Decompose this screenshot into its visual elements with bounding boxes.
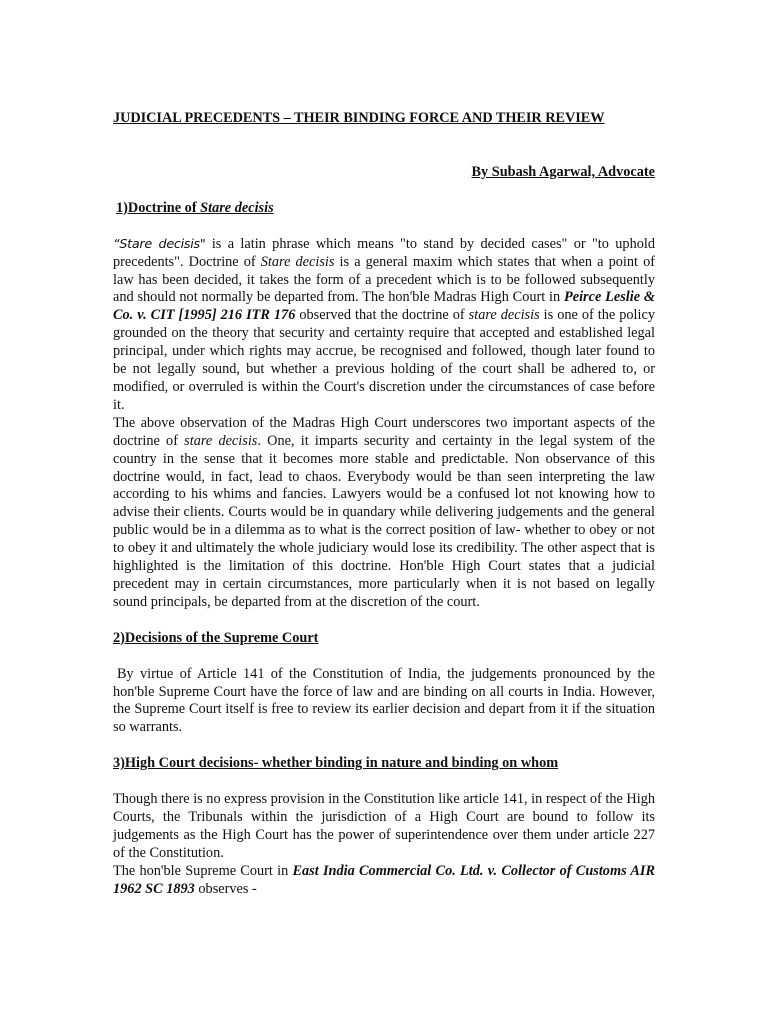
paragraph-article-141: By virtue of Article 141 of the Constitution of India, the judgements pronounced by the hon'ble Supreme Court have the force of law and are binding on all courts in India. However, the Supreme Court itself is free to review its earlier decision and depart from it if the situation so warrants. [113,665,655,736]
italic-term: Stare decisis [260,253,335,270]
text-run: is one of the policy grounded on the theory that security and certainty require that accepted and established legal principal, under which rights may accrue, be recognised and followed, though later found to be not legally sound, but whether a previous holding of the court shall be adhered to, or modified, or overruled is within the Court's discretion under the circumstances of case before it. [113,307,655,413]
text-run: is a latin phrase which means "to stand by decided cases" or "to uphold precedents". Doctrine of [113,235,655,270]
document-title: JUDICIAL PRECEDENTS – THEIR BINDING FORCE AND THEIR REVIEW [113,110,605,126]
heading-prefix: 1)Doctrine of [116,199,201,216]
paragraph-madras-observation [113,415,655,612]
case-citation: Peirce Leslie & Co. v. CIT [1995] 216 ITR 176 [113,289,655,324]
document-page [113,110,655,899]
text-run: . One, it imparts security and certainty in the legal system of the country in the sense that it becomes more stable and predictable. Non observance of this doctrine would, in fact, lead to chaos. Everybody would be than seen interpreting the law according to his whims and fancies. Lawyers would be a confused lot not knowing how to advise their clients. Courts would be in quandary while delivering judgements and the general public would be in a dilemma as to what is the correct position of law- whether to obey or not to obey it and ultimately the whole judiciary would lose its credibility. The other aspect that is highlighted is the limitation of this doctrine. Hon'ble High Court states that a judicial precedent may in certain circumstances, more particularly when it is not based on legally sound principals, be departed from at the discretion of the court. [113,432,655,610]
case-citation: East India Commercial Co. Ltd. v. Collector of Customs AIR 1962 SC 1893 [113,862,656,897]
paragraph-east-india-case [113,863,655,899]
paragraph-stare-decisis-definition [113,236,655,415]
section-heading-supreme-court: 2)Decisions of the Supreme Court [113,629,319,646]
heading-italic-term: Stare decisis [200,199,274,216]
italic-term: stare decisis [468,307,540,324]
section-heading-high-court: 3)High Court decisions- whether binding in nature and binding on whom [113,755,559,772]
text-run: The hon'ble Supreme Court in [113,862,293,879]
italic-term: stare decisis [184,432,258,449]
paragraph-high-court-binding: Though there is no express provision in the Constitution like article 141, in respect of the High Courts, the Tribunals within the jurisdiction of a High Court are bound to follow its judgements as the High Court has the power of superintendence over them under article 227 of the Constitution. [113,791,655,861]
text-run: observes - [194,880,257,897]
text-run: observed that the doctrine of [295,307,469,324]
quoted-term: “Stare decisis" [113,236,206,252]
section-heading-stare-decisis [113,200,655,218]
author-byline: By Subash Agarwal, Advocate [471,163,655,180]
text-run: is a general maxim which states that when a point of law has been decided, it takes the form of a precedent which is to be followed subsequently and should not normally be departed from. The hon'ble Madras High Court in [113,253,655,306]
text-run: The above observation of the Madras High Court underscores two important aspects of the doctrine of [113,414,655,449]
